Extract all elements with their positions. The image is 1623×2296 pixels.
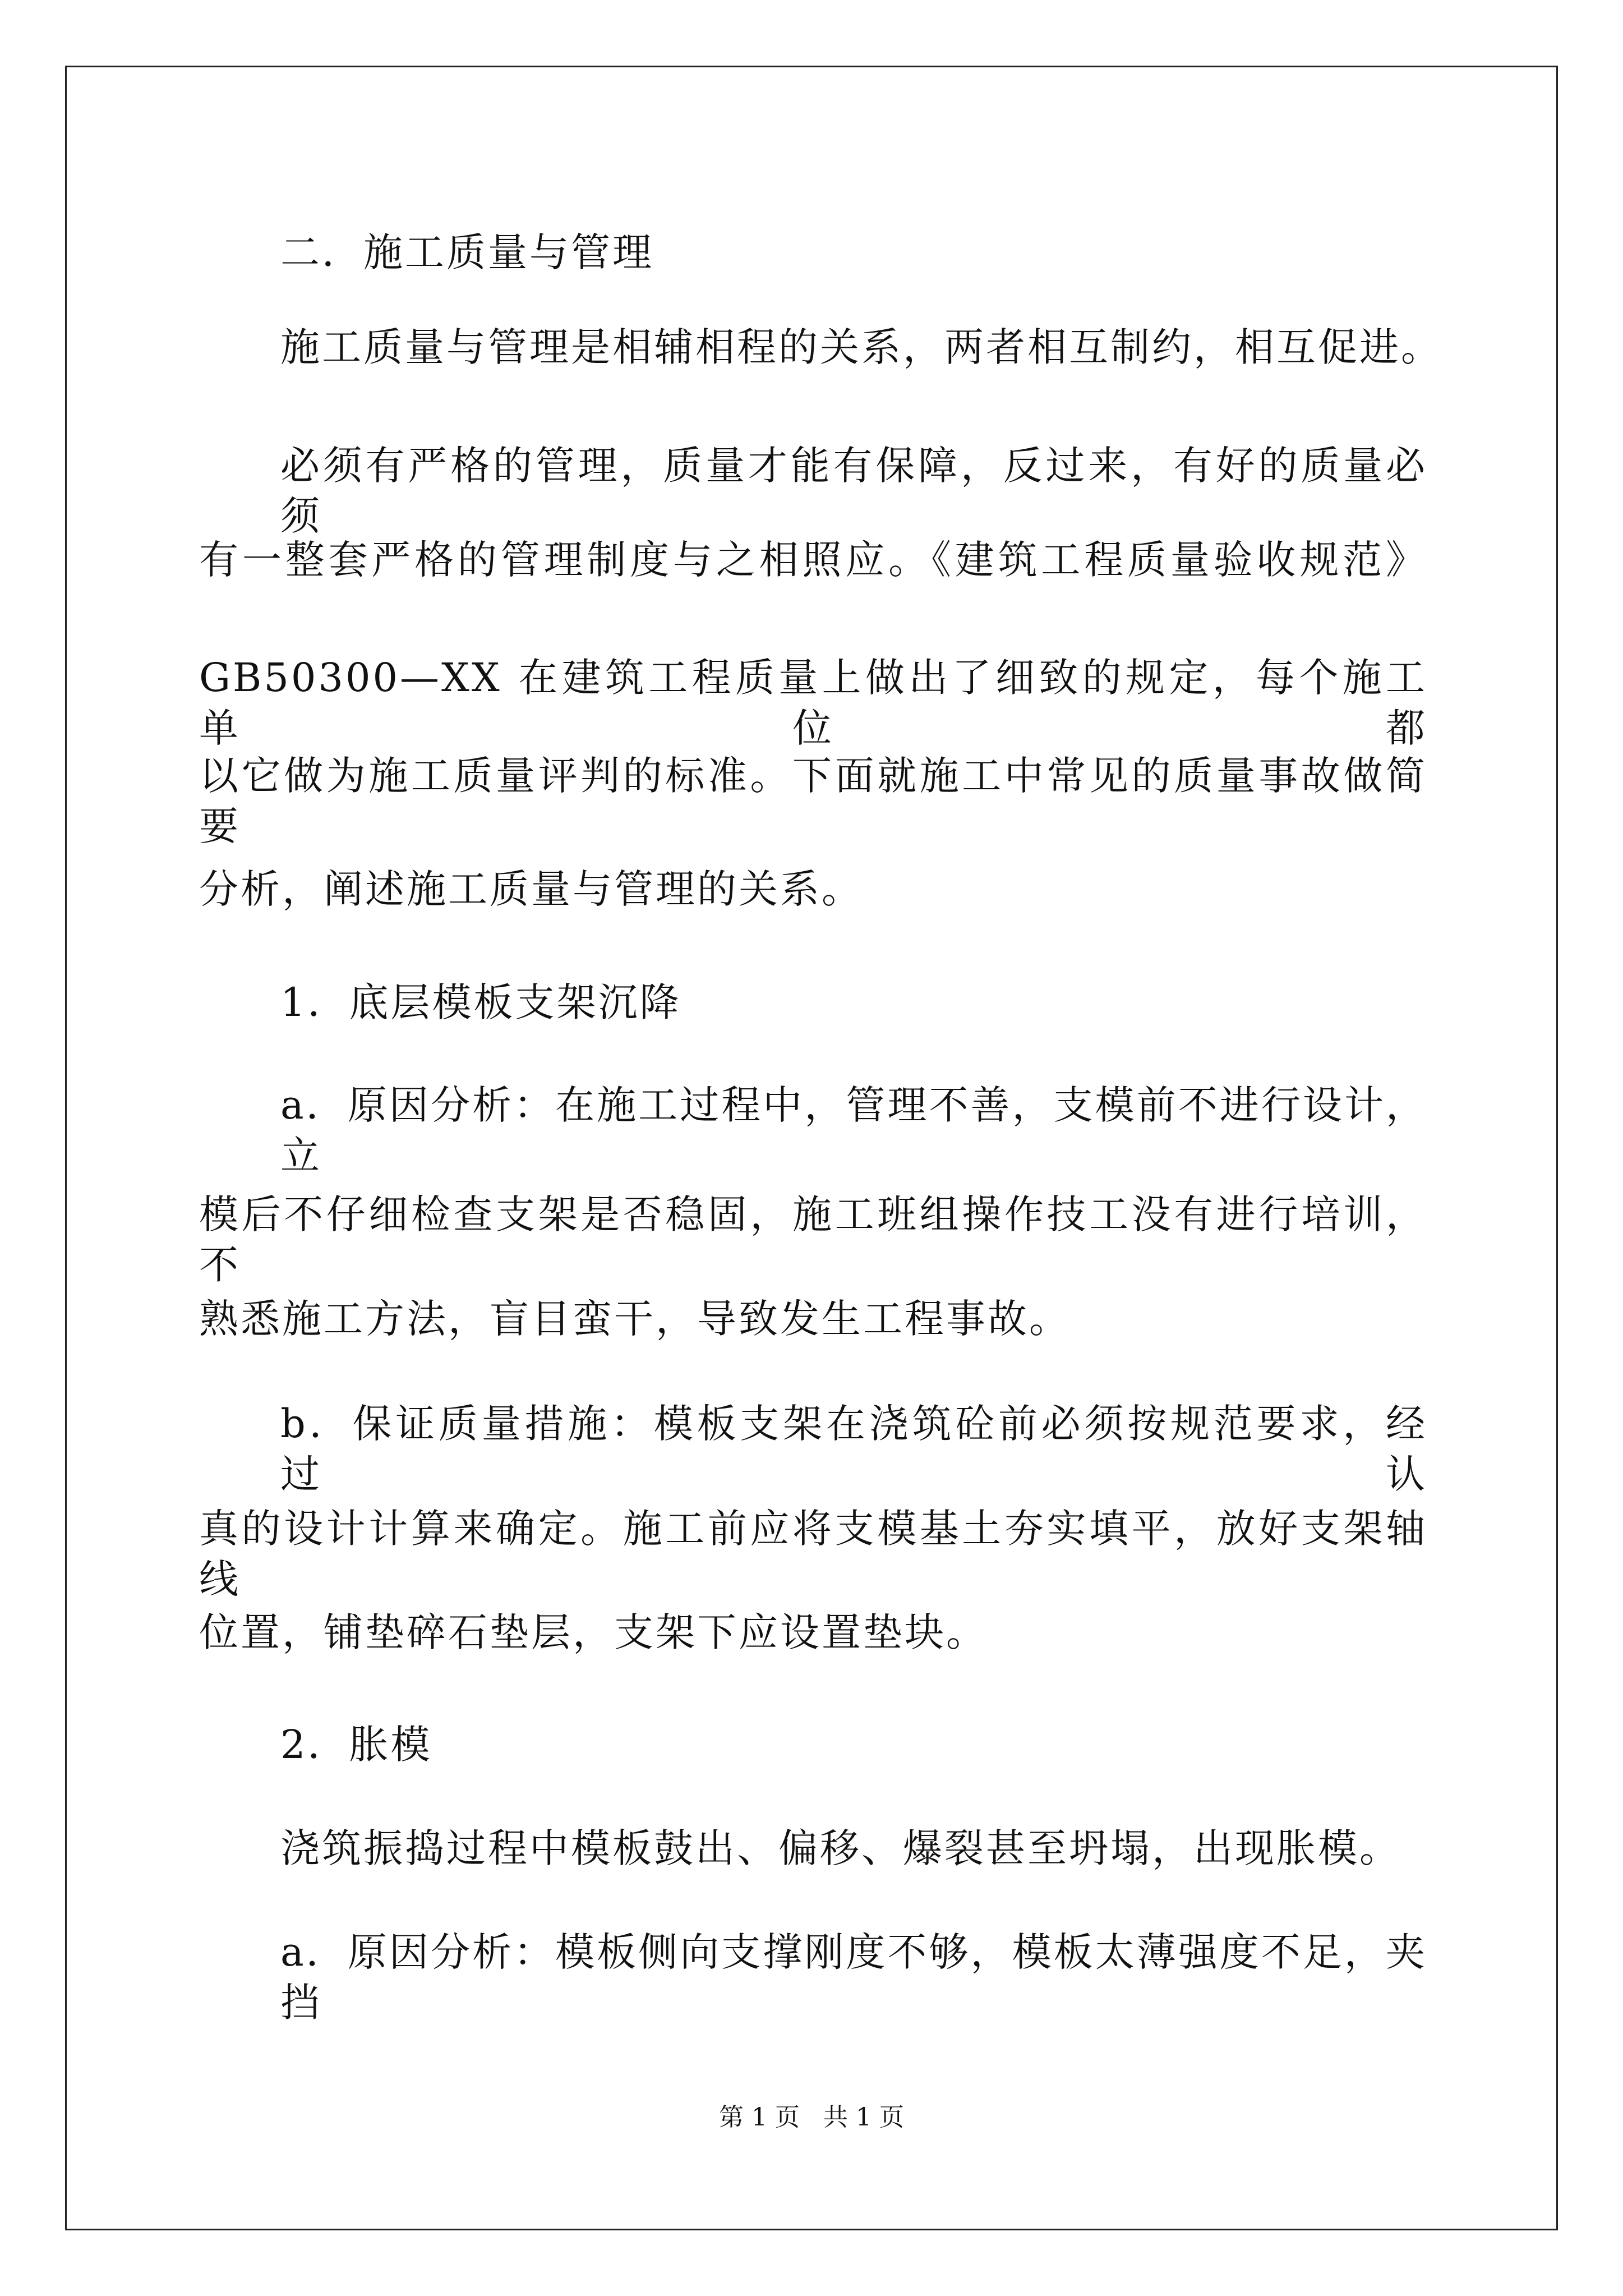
paragraph-line: 浇筑振捣过程中模板鼓出、偏移、爆裂甚至坍塌，出现胀模。 bbox=[280, 1825, 1401, 1871]
paragraph-line: 真的设计计算来确定。施工前应将支模基土夯实填平，放好支架轴线 bbox=[199, 1506, 1427, 1602]
paragraph-line: b．保证质量措施：模板支架在浇筑砼前必须按规范要求，经过认 bbox=[280, 1401, 1427, 1497]
paragraph-line: a．原因分析：在施工过程中，管理不善，支模前不进行设计，立 bbox=[280, 1082, 1427, 1179]
paragraph-line: a．原因分析：模板侧向支撑刚度不够，模板太薄强度不足，夹挡 bbox=[280, 1929, 1427, 2026]
section-heading: 二．施工质量与管理 bbox=[280, 229, 654, 275]
page-footer: 第 1 页 共 1 页 bbox=[719, 2103, 904, 2132]
paragraph-line: 位置，铺垫碎石垫层，支架下应设置垫块。 bbox=[199, 1609, 988, 1655]
paragraph-line: 以它做为施工质量评判的标准。下面就施工中常见的质量事故做简要 bbox=[199, 753, 1427, 849]
paragraph-line: 模后不仔细检查支架是否稳固，施工班组操作技工没有进行培训，不 bbox=[199, 1191, 1427, 1288]
paragraph-line: GB50300—XX 在建筑工程质量上做出了细致的规定，每个施工单位都 bbox=[199, 655, 1427, 751]
paragraph-line: 熟悉施工方法，盲目蛮干，导致发生工程事故。 bbox=[199, 1296, 1071, 1342]
subsection-heading: 2．胀模 bbox=[280, 1722, 432, 1768]
paragraph-line: 施工质量与管理是相辅相程的关系，两者相互制约，相互促进。 bbox=[280, 324, 1442, 370]
subsection-heading: 1．底层模板支架沉降 bbox=[280, 979, 681, 1025]
paragraph-line: 分析，阐述施工质量与管理的关系。 bbox=[199, 866, 863, 912]
paragraph-line: 有一整套严格的管理制度与之相照应。《建筑工程质量验收规范》 bbox=[199, 537, 1427, 583]
paragraph-line: 必须有严格的管理，质量才能有保障，反过来，有好的质量必须 bbox=[280, 443, 1427, 539]
